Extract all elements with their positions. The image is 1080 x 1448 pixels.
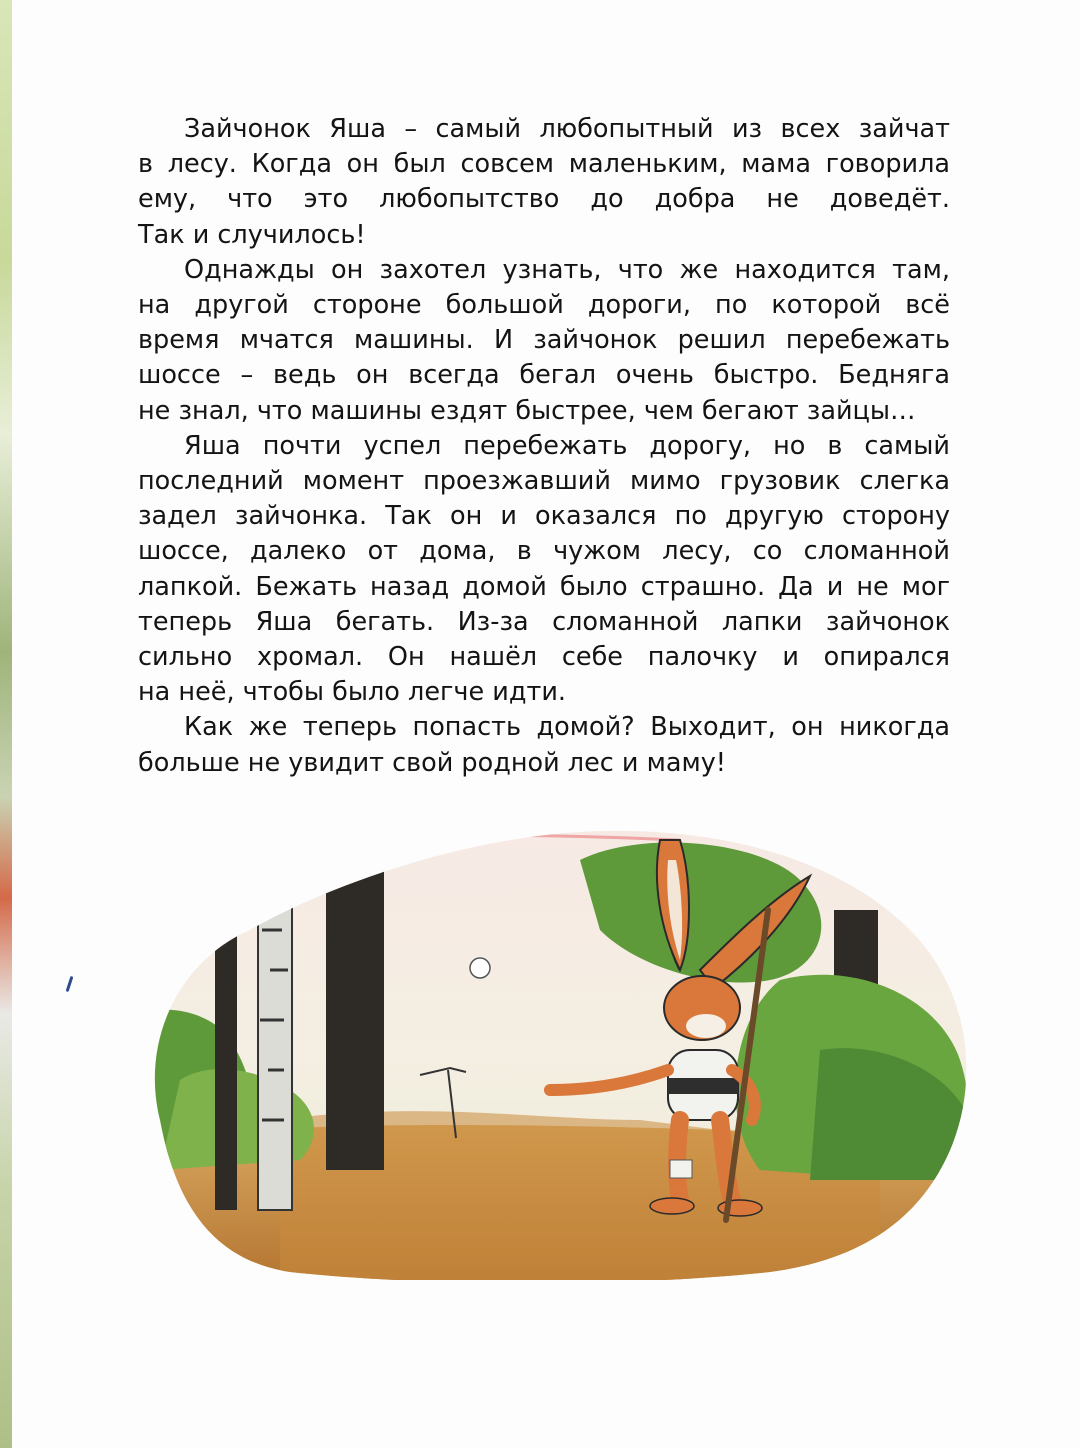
story-line: Зайчонок Яша – самый любопытный из всех зайчат	[184, 114, 950, 144]
story-line: шоссе, далеко от дома, в чужом лесу, со сломанной	[138, 536, 950, 567]
story-text	[138, 112, 950, 781]
story-line: теперь Яша бегать. Из-за сломанной лапки зайчонок	[138, 606, 950, 637]
story-line: ему, что это любопытство до добра не доведёт.	[138, 184, 950, 215]
story-line: Так и случилось!	[138, 219, 366, 250]
moon	[470, 958, 490, 978]
story-line: больше не увидит свой родной лес и маму!	[138, 747, 727, 778]
story-line: лапкой. Бежать назад домой было страшно. Да и не мог	[138, 571, 950, 602]
illustration-svg	[120, 820, 980, 1280]
story-line: шоссе – ведь он всегда бегал очень быстро. Бедняга	[138, 360, 950, 391]
birch-trunk	[258, 890, 292, 1210]
tree-trunk-center	[326, 840, 384, 1170]
story-line: на другой стороне большой дороги, по которой всё	[138, 290, 950, 321]
story-line: сильно хромал. Он нашёл себе палочку и опирался	[138, 642, 950, 673]
story-line: Яша почти успел перебежать дорогу, но в самый	[184, 430, 950, 461]
story-line: последний момент проезжавший мимо грузовик слегка	[138, 466, 950, 497]
tree-trunk-left	[215, 910, 237, 1210]
story-line: на неё, чтобы было легче идти.	[138, 677, 566, 708]
story-line: задел зайчонка. Так он и оказался по другую сторону	[138, 501, 950, 532]
story-illustration	[120, 820, 980, 1280]
story-line: не знал, что машины ездят быстрее, чем бегают зайцы…	[138, 395, 916, 426]
story-line: Как же теперь попасть домой? Выходит, он никогда	[184, 712, 950, 743]
story-line: время мчатся машины. И зайчонок решил перебежать	[138, 325, 950, 356]
story-line: в лесу. Когда он был совсем маленьким, мама говорила	[138, 149, 950, 180]
ink-mark	[66, 976, 74, 992]
book-edge-strip	[0, 0, 12, 1448]
story-line: Однажды он захотел узнать, что же находится там,	[184, 254, 950, 285]
